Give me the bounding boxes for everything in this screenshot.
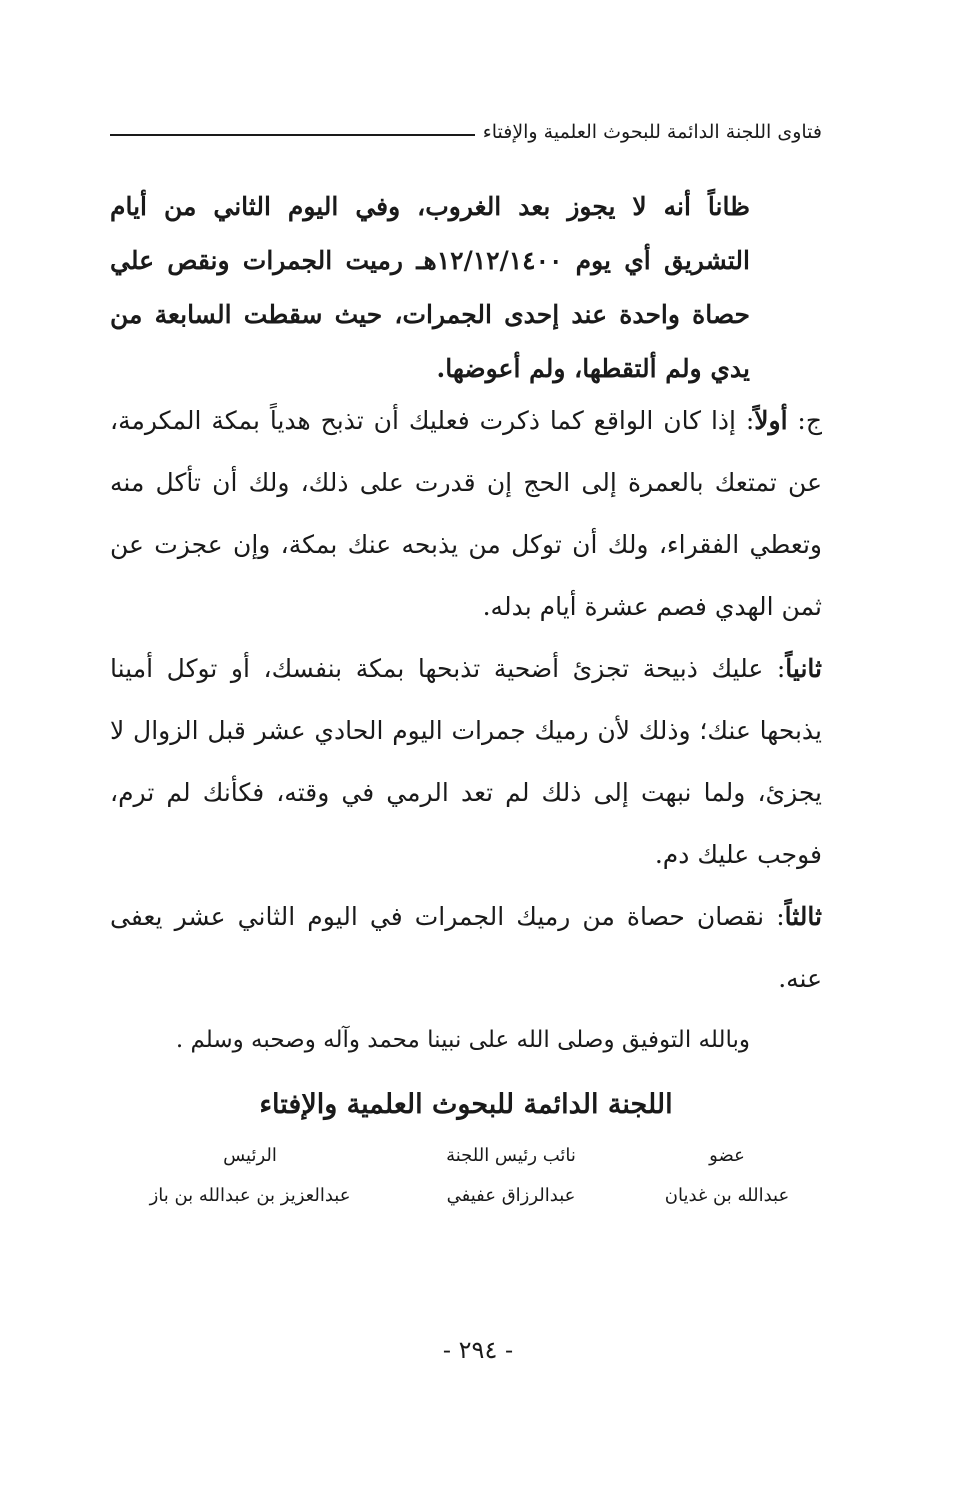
- answer-point-3: [110, 886, 822, 1010]
- answer-text-1: : إذا كان الواقع كما ذكرت فعليك أن تذبح هدياً بمكة المكرمة، عن تمتعك بالعمرة إلى الحج إن قدرت على ذلك، ولك أن تأكل منه وتعطي الفقراء، ولك أن توكل من يذبحه عنك بمكة، وإن عجزت عن ثمن الهدي فصم عشرة أيام بدله.: [110, 406, 822, 621]
- answer-prefix: ج:: [787, 406, 822, 435]
- book-title: فتاوى اللجنة الدائمة للبحوث العلمية والإفتاء: [482, 121, 822, 143]
- answer-label-1: أولاً: [754, 406, 788, 435]
- deputy-title: نائب رئيس اللجنة: [446, 1145, 576, 1166]
- chair-title: الرئيس: [223, 1145, 277, 1166]
- answer-label-3: ثالثاً: [784, 902, 822, 931]
- running-header: [110, 112, 822, 152]
- member-name: عبدالله بن غديان: [664, 1185, 790, 1206]
- answer-text-2: : عليك ذبيحة تجزئ أضحية تذبحها بمكة بنفسك، أو توكل أمينا يذبحها عنك؛ وذلك لأن رميك جمرات اليوم الحادي عشر قبل الزوال لا يجزئ، ولما نبهت إلى ذلك لم تعد الرمي في وقته، فكأنك لم ترم، فوجب عليك دم.: [110, 654, 822, 869]
- signatory-names: [110, 1185, 822, 1206]
- answer-point-2: [110, 638, 822, 886]
- chair-name: عبدالعزيز بن عبدالله بن باز: [149, 1185, 351, 1206]
- answer-section: [110, 390, 822, 1010]
- answer-text-3: : نقصان حصاة من رميك الجمرات في اليوم الثاني عشر يعفى عنه.: [110, 902, 822, 993]
- answer-label-2: ثانياً: [785, 654, 822, 683]
- committee-name: اللجنة الدائمة للبحوث العلمية والإفتاء: [259, 1089, 673, 1120]
- closing-prayer: وبالله التوفيق وصلى الله على نبينا محمد وآله وصحبه وسلم .: [175, 1027, 750, 1053]
- member-title: عضو: [709, 1145, 745, 1166]
- question-text: ظاناً أنه لا يجوز بعد الغروب، وفي اليوم الثاني من أيام التشريق أي يوم ١٢/١٢/١٤٠٠هـ رميت الجمرات ونقص علي حصاة واحدة عند إحدى الجمرات، حيث سقطت السابعة من يدي ولم ألتقطها، ولم أعوضها.: [110, 192, 750, 383]
- deputy-name: عبدالرزاق عفيفي: [446, 1185, 576, 1206]
- header-rule: [110, 134, 475, 136]
- signatory-titles: [110, 1145, 822, 1166]
- page-number: - ٢٩٤ -: [442, 1336, 514, 1364]
- answer-point-1: [110, 390, 822, 638]
